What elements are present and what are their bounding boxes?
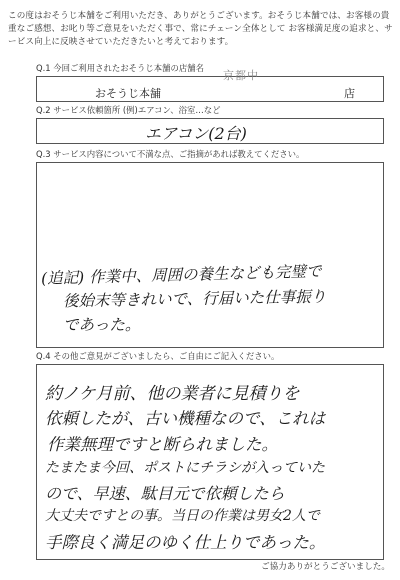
- thank-you-footer: ご協力ありがとうございました。: [261, 562, 390, 572]
- q3-line-3: であった。: [63, 316, 141, 334]
- q4-box: [36, 364, 384, 560]
- q4-line-1: 約ノケ月前、他の業者に見積りを: [45, 384, 300, 404]
- store-name-prefix: おそうじ本舗: [95, 87, 161, 100]
- q2-box: [36, 118, 384, 144]
- q3-box: [36, 162, 384, 348]
- q4-label: Q.4 その他ご意見がございましたら、ご自由にご記入ください。: [36, 351, 280, 361]
- intro-text: この度はおそうじ本舗をご利用いただき、ありがとうございます。おそうじ本舗では、お客様の貴重なご感想、お叱り等ご意見をいただく事で、常にチェーン全体として お客様満足度の追求と、サービス向上に反映させていただきたいと考えております。: [8, 11, 393, 47]
- q3-label: Q.3 サービス内容について不満な点、ご指摘があれば教えてください。: [36, 149, 305, 159]
- q3-line-1: (追記) 作業中、周囲の養生なども完璧で: [40, 262, 322, 288]
- q2-answer: エアコン(2台): [145, 124, 247, 143]
- q4-line-2: 依頼したが、古い機種なので、これは: [45, 409, 326, 428]
- q4-line-6: 大丈夫ですとの事。当日の作業は男女2人で: [45, 508, 320, 524]
- q4-line-7: 手際良く満足のゆく仕上りであった。: [45, 533, 326, 552]
- q1-box: [36, 69, 384, 102]
- store-name-suffix: 店: [344, 87, 355, 100]
- q1-label: Q.1 今回ご利用されたおそうじ本舗の店舗名: [36, 63, 204, 73]
- q3-line-2: 後始末等きれいで、行届いた仕事振り: [62, 287, 327, 311]
- q4-line-5: ので、早速、駄目元で依頼したら: [45, 484, 285, 503]
- q4-line-4: たまたま今回、ポストにチラシが入っていた: [45, 460, 325, 476]
- q2-label: Q.2 サービス依頼箇所 (例)エアコン、浴室…など: [36, 105, 221, 115]
- store-name-handwritten: 京都中: [223, 69, 259, 82]
- q4-line-3: 作業無理ですと断られました。: [47, 435, 278, 454]
